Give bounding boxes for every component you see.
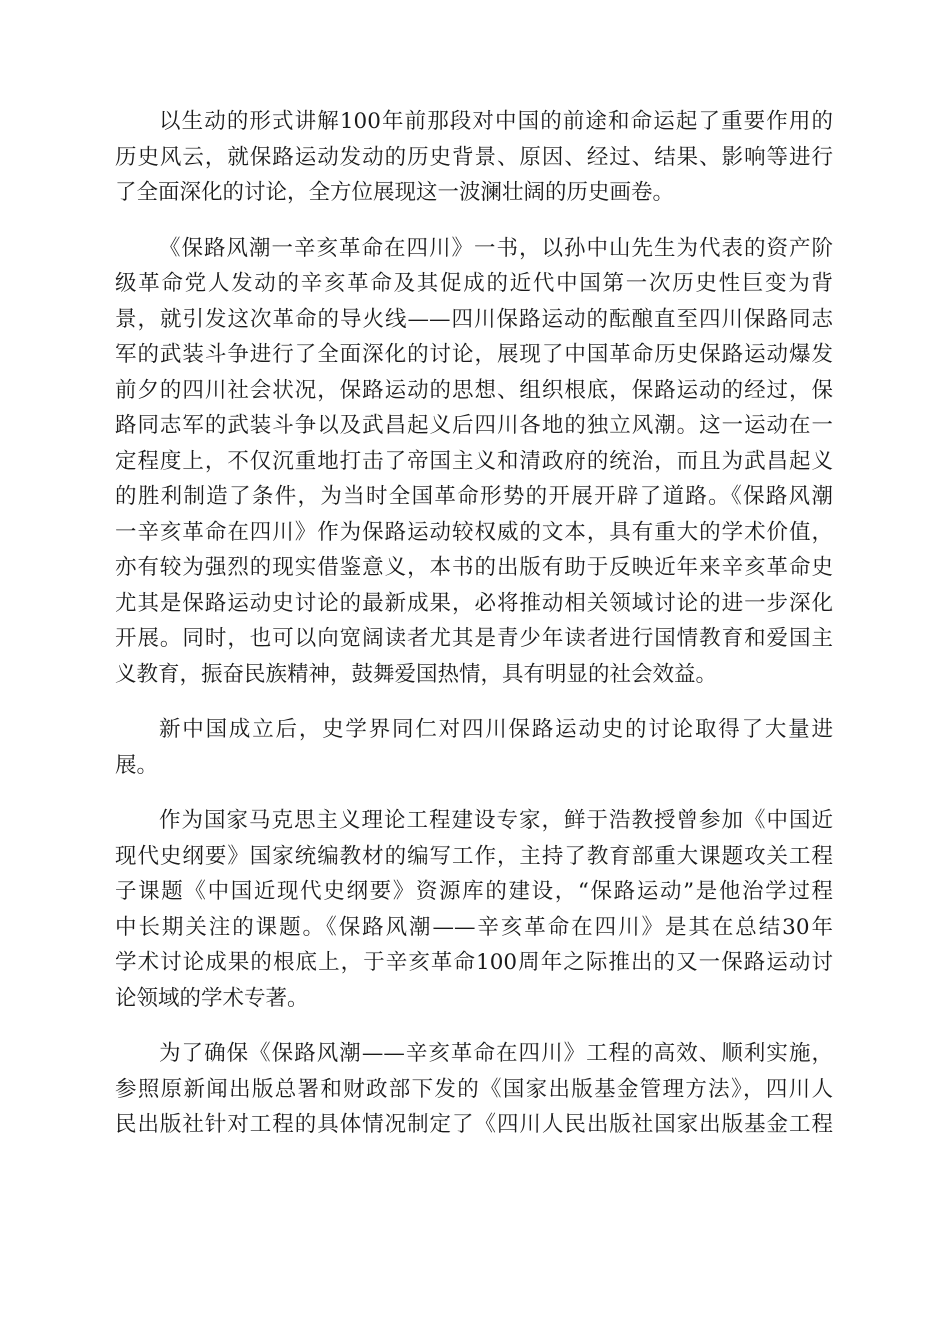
paragraph: [115, 712, 833, 783]
text-line: 定程度上，不仅沉重地打击了帝国主义和清政府的统治，而且为武昌起义: [115, 448, 833, 474]
text-line: 的胜利制造了条件，为当时全国革命形势的开展开辟了道路。《保路风潮: [115, 484, 833, 509]
text-line: 以生动的形式讲解100年前那段对中国的前途和命运起了重要作用的: [159, 109, 833, 134]
text-line: 开展。同时，也可以向宽阔读者尤其是青少年读者进行国情教育和爱国主: [115, 626, 833, 651]
text-line: 前夕的四川社会状况，保路运动的思想、组织根底，保路运动的经过，保: [115, 377, 833, 403]
text-line: 参照原新闻出版总署和财政部下发的《国家出版基金管理方法》，四川人: [115, 1076, 833, 1102]
text-line: 现代史纲要》国家统编教材的编写工作，主持了教育部重大课题攻关工程: [115, 843, 833, 869]
text-line: 为了确保《保路风潮——辛亥革命在四川》工程的高效、顺利实施，: [159, 1041, 833, 1066]
text-line: 亦有较为强烈的现实借鉴意义，本书的出版有助于反映近年来辛亥革命史: [115, 555, 833, 580]
text-line: 级革命党人发动的辛亥革命及其促成的近代中国第一次历史性巨变为背: [115, 271, 833, 296]
text-line: 义教育，振奋民族精神，鼓舞爱国热情，具有明显的社会效益。: [115, 661, 718, 687]
text-line: 景，就引发这次革命的导火线——四川保路运动的酝酿直至四川保路同志: [115, 306, 833, 332]
paragraph: [115, 231, 833, 693]
paragraph: [115, 1036, 833, 1143]
text-line: 展。: [115, 752, 159, 778]
text-line: 一辛亥革命在四川》作为保路运动较权威的文本，具有重大的学术价值，: [115, 519, 833, 545]
text-line: 路同志军的武装斗争以及武昌起义后四川各地的独立风潮。这一运动在一: [115, 413, 833, 438]
text-line: 民出版社针对工程的具体情况制定了《四川人民出版社国家出版基金工程: [115, 1112, 833, 1137]
text-line: 论领域的学术专著。: [115, 985, 309, 1011]
text-line: 军的武装斗争进行了全面深化的讨论，展现了中国革命历史保路运动爆发: [115, 342, 833, 367]
text-line: 子课题《中国近现代史纲要》资源库的建设，“保路运动”是他治学过程: [115, 879, 833, 904]
document-body: [115, 104, 833, 1163]
text-line: 学术讨论成果的根底上，于辛亥革命100周年之际推出的又一保路运动讨: [115, 950, 833, 975]
text-line: 新中国成立后，史学界同仁对四川保路运动史的讨论取得了大量进: [159, 717, 833, 742]
text-line: 《保路风潮一辛亥革命在四川》一书，以孙中山先生为代表的资产阶: [159, 235, 833, 261]
paragraph: [115, 104, 833, 211]
text-line: 尤其是保路运动史讨论的最新成果，必将推动相关领域讨论的进一步深化: [115, 590, 833, 616]
text-line: 中长期关注的课题。《保路风潮——辛亥革命在四川》是其在总结30年: [115, 914, 833, 940]
text-line: 了全面深化的讨论，全方位展现这一波澜壮阔的历史画卷。: [115, 180, 675, 205]
text-line: 历史风云，就保路运动发动的历史背景、原因、经过、结果、影响等进行: [115, 144, 833, 170]
paragraph: [115, 803, 833, 1016]
text-line: 作为国家马克思主义理论工程建设专家，鲜于浩教授曾参加《中国近: [159, 808, 833, 833]
